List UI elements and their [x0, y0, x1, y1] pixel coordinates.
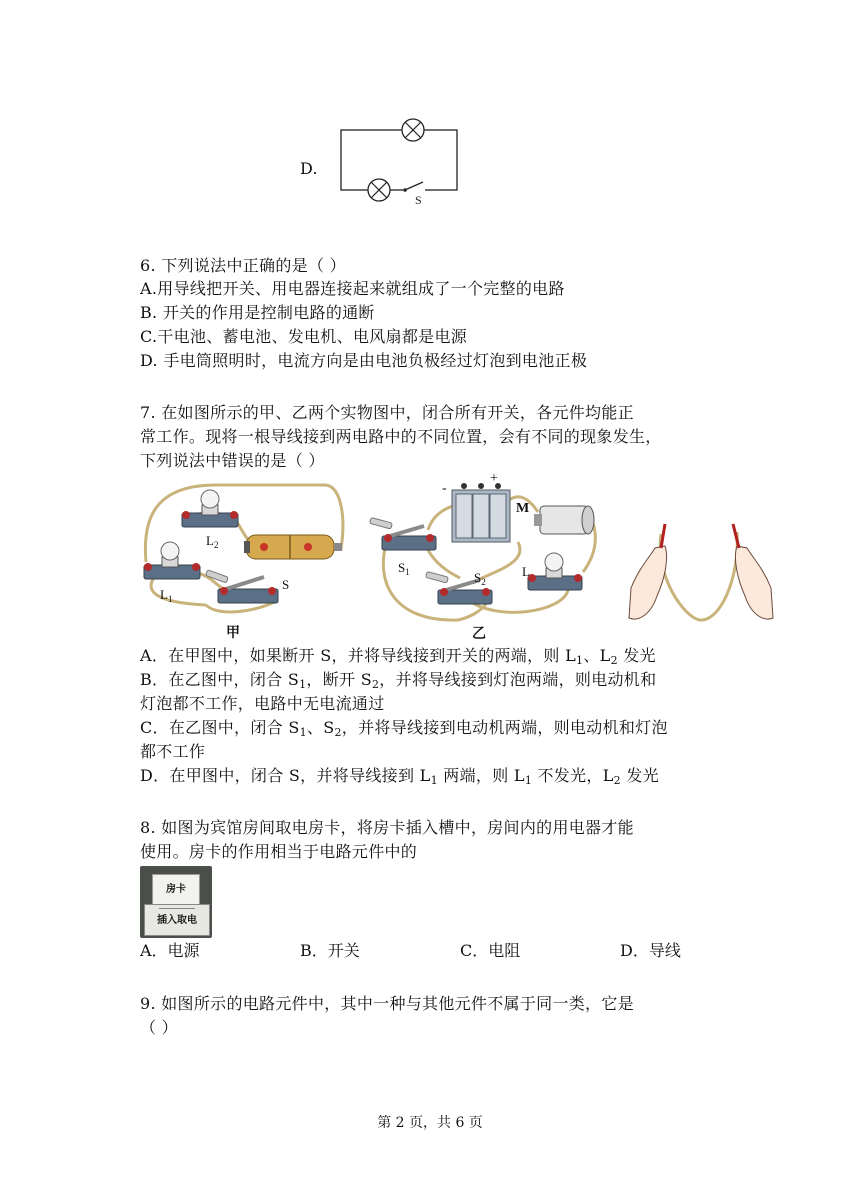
q7-stem-line-2: 常工作。现将一根导线接到两电路中的不同位置，会有不同的现象发生，	[140, 427, 662, 446]
page-footer: 第 2 页，共 6 页	[377, 1115, 483, 1131]
q6-option-d: D. 手电筒照明时，电流方向是由电池负极经过灯泡到电池正极	[140, 351, 588, 370]
q7-option-a: A．在甲图中，如果断开 S，并将导线接到开关的两端，则 $L_1$、$L_2$ 发光	[140, 646, 656, 667]
q7-figure-jia	[136, 477, 356, 642]
q7-figure-yi	[368, 472, 618, 642]
right-hand-icon	[733, 524, 773, 619]
switch-s1-icon	[370, 518, 436, 550]
battery-icon	[244, 535, 342, 559]
q7-option-c-line-1: C．在乙图中，闭合 $S_1$、$S_2$，并将导线接到电动机两端，则电动机和灯泡	[140, 718, 668, 739]
yi-plus-label: +	[490, 472, 498, 486]
q7-option-d: D．在甲图中，闭合 S，并将导线接到 $L_1$ 两端，则 $L_1$ 不发光，$L_2$ 发光	[140, 766, 659, 787]
switch-icon	[403, 182, 425, 194]
yi-minus-label: -	[442, 481, 447, 496]
q5-option-d-label: D.	[300, 159, 318, 178]
jia-l1-label: $L_1$	[160, 587, 173, 604]
q7-option-b-line-2: 灯泡都不工作，电路中无电流通过	[140, 694, 385, 713]
q6-option-c: C.干电池、蓄电池、发电机、电风扇都是电源	[140, 327, 468, 346]
q7-stem-line-3: 下列说法中错误的是（ ）	[140, 451, 325, 470]
q6-stem: 6. 下列说法中正确的是（ ）	[140, 256, 346, 275]
switch-s-icon	[206, 570, 278, 603]
yi-caption: 乙	[472, 626, 486, 642]
lamp-icon	[368, 179, 390, 201]
room-card: 房卡	[152, 874, 200, 906]
lamp-icon	[402, 119, 424, 141]
q8-option-a: A．电源	[140, 941, 200, 960]
q7-option-c-line-2: 都不工作	[140, 742, 206, 761]
yi-l-label: L	[522, 564, 530, 579]
lamp-l2-icon	[182, 490, 238, 527]
yi-s2-label: $S_2$	[474, 570, 486, 587]
jia-s-label: S	[282, 577, 290, 592]
motor-icon	[534, 506, 594, 534]
q9-stem-line-2: （ ）	[140, 1018, 178, 1037]
q8-stem-line-2: 使用。房卡的作用相当于电路元件中的	[140, 842, 418, 861]
q7-option-b-line-1: B．在乙图中，闭合 $S_1$，断开 $S_2$，并将导线接到灯泡两端，则电动机和	[140, 670, 657, 691]
q8-option-b: B．开关	[300, 941, 360, 960]
q5-option-d-circuit-diagram	[333, 114, 473, 204]
q7-stem-line-1: 7. 在如图所示的甲、乙两个实物图中，闭合所有开关，各元件均能正	[140, 403, 634, 422]
yi-m-label: M	[516, 501, 530, 516]
card-slot: 插入取电	[144, 904, 210, 936]
q6-option-a: A.用导线把开关、用电器连接起来就组成了一个完整的电路	[140, 279, 565, 298]
q7-figure-hands-wire	[625, 518, 775, 638]
q8-option-c: C．电阻	[460, 941, 521, 960]
q5-switch-label: S	[415, 193, 422, 204]
q8-option-d: D．导线	[620, 941, 681, 960]
q8-room-card-photo	[140, 866, 212, 938]
jia-caption: 甲	[226, 625, 240, 641]
lamp-l1-icon	[144, 542, 200, 579]
lamp-l-icon	[528, 553, 582, 590]
q8-stem-line-1: 8. 如图为宾馆房间取电房卡，将房卡插入槽中，房间内的用电器才能	[140, 818, 634, 837]
jia-l2-label: $L_2$	[206, 533, 219, 550]
yi-s1-label: $S_1$	[398, 560, 410, 577]
q9-stem-line-1: 9. 如图所示的电路元件中，其中一种与其他元件不属于同一类，它是	[140, 994, 634, 1013]
battery-pack-icon	[452, 483, 510, 542]
q6-option-b: B. 开关的作用是控制电路的通断	[140, 303, 375, 322]
